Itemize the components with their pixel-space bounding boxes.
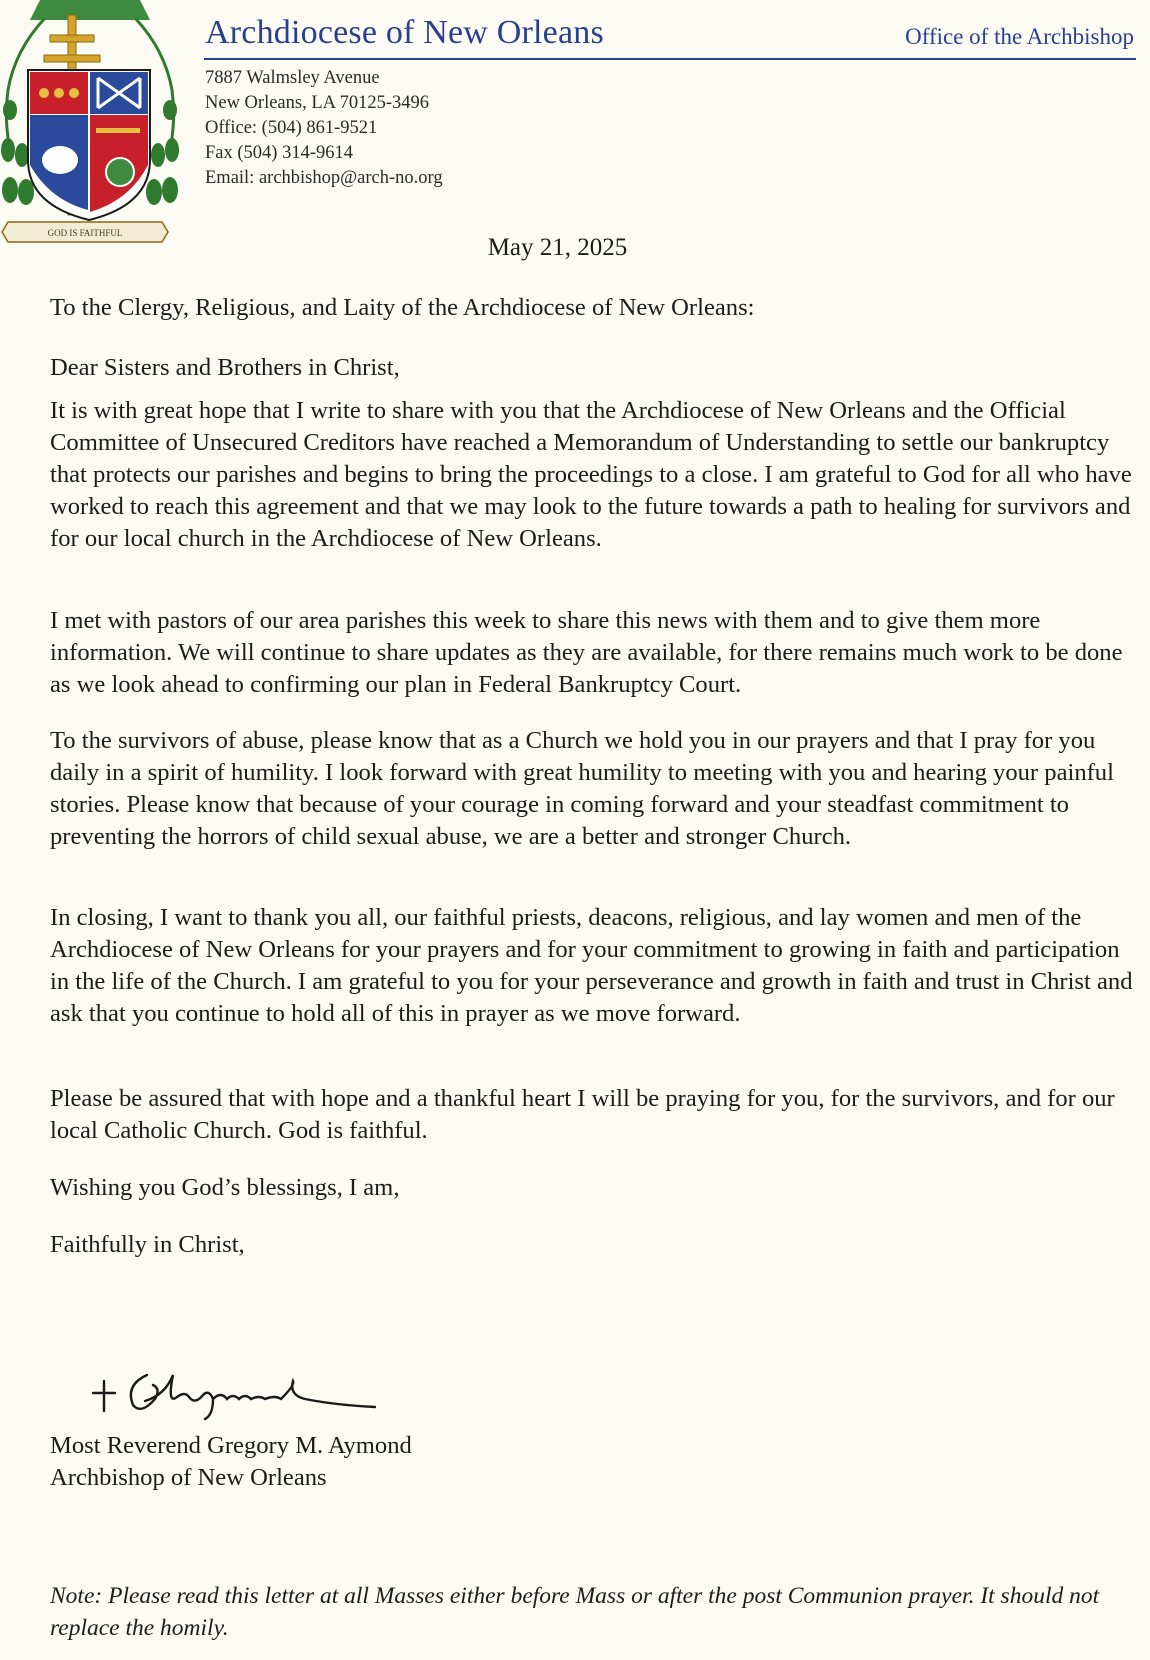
- paragraph-4: In closing, I want to thank you all, our faithful priests, deacons, religious, and lay women and men of the Archdiocese of New Orleans for your prayers and for your commitment to growing in faith and participation in the life of the Church. I am grateful to you for your perseverance and growth in faith and trust in Christ and ask that you continue to hold all of this in prayer as we move forward.: [50, 904, 1133, 1027]
- archdiocese-crest-icon: [0, 0, 180, 260]
- closing-line: Faithfully in Christ,: [50, 1231, 245, 1258]
- paragraph-3: To the survivors of abuse, please know that as a Church we hold you in our prayers and that I pray for you daily in a spirit of humility. I look forward with great humility to meeting with you and hearing your painful stories. Please know that because of your courage in coming forward and your steadfast commitment to preventing the horrors of child sexual abuse, we are a better and stronger Church.: [50, 727, 1114, 850]
- org-name: Archdiocese of New Orleans: [205, 14, 604, 51]
- signer-name: Most Reverend Gregory M. Aymond: [50, 1432, 412, 1459]
- address-email: Email: archbishop@arch-no.org: [205, 168, 443, 188]
- address-street: 7887 Walmsley Avenue: [205, 68, 380, 88]
- address-phone: Office: (504) 861-9521: [205, 118, 378, 138]
- paragraph-2: I met with pastors of our area parishes this week to share this news with them and to give them more information. We will continue to share updates as they are available, for there remains much work to be done as we look ahead to confirming our plan in Federal Bankruptcy Court.: [50, 607, 1123, 698]
- address-fax: Fax (504) 314-9614: [205, 143, 353, 163]
- reading-note: Note: Please read this letter at all Masses either before Mass or after the post Communion prayer. It should not replace the homily.: [50, 1583, 1100, 1641]
- letter-salutation: To the Clergy, Religious, and Laity of the Archdiocese of New Orleans:: [50, 294, 755, 321]
- address-block: [205, 66, 443, 191]
- address-city: New Orleans, LA 70125-3496: [205, 93, 430, 113]
- crest-motto: GOD IS FAITHFUL: [47, 228, 123, 238]
- paragraph-1: It is with great hope that I write to share with you that the Archdiocese of New Orleans and the Official Committee of Unsecured Creditors have reached a Memorandum of Understanding to settle our bankruptcy that protects our parishes and begins to bring the proceedings to a close. I am grateful to God for all who have worked to reach this agreement and that we may look to the future towards a path to healing for survivors and for our local church in the Archdiocese of New Orleans.: [50, 397, 1132, 552]
- signature-icon: [85, 1355, 385, 1425]
- paragraph-5: Please be assured that with hope and a thankful heart I will be praying for you, for the survivors, and for our local Catholic Church. God is faithful.: [50, 1085, 1115, 1144]
- closing-wish: Wishing you God’s blessings, I am,: [50, 1174, 400, 1201]
- office-title: Office of the Archbishop: [905, 24, 1134, 49]
- letter-date: May 21, 2025: [487, 234, 628, 261]
- header-rule: [204, 58, 1136, 60]
- letter-greeting: Dear Sisters and Brothers in Christ,: [50, 354, 400, 381]
- signer-title: Archbishop of New Orleans: [50, 1464, 327, 1491]
- signer-block: [50, 1430, 412, 1494]
